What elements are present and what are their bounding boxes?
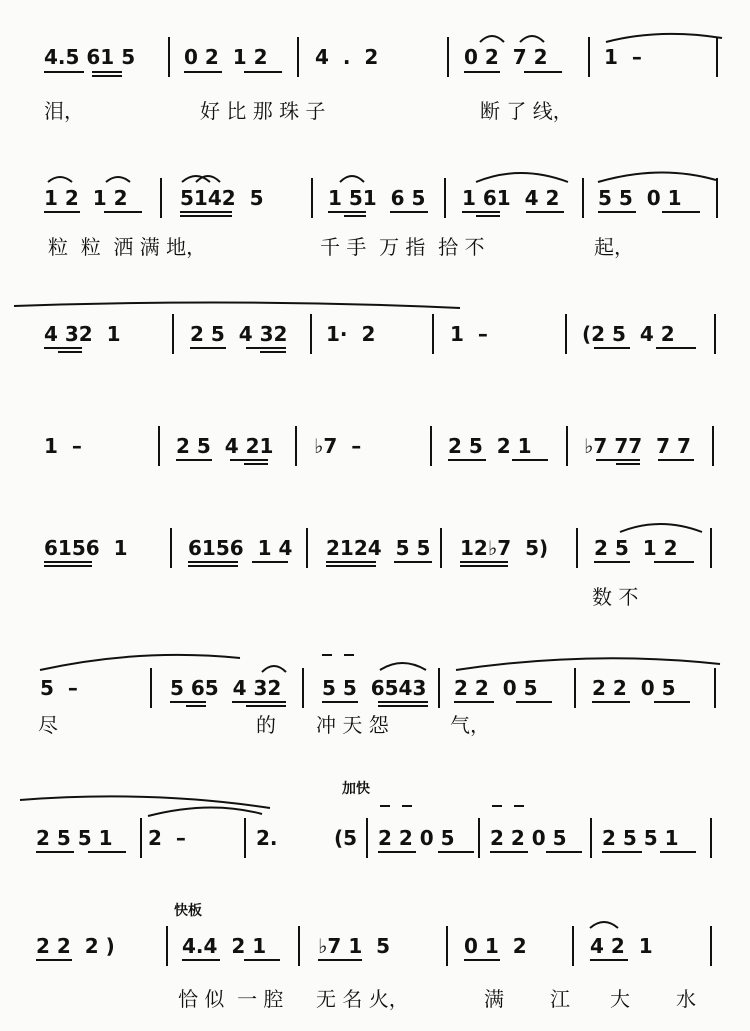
measure-6-3: 5 5 6543 bbox=[322, 676, 427, 700]
bar-line bbox=[140, 818, 142, 858]
measure-5-5: 2 5 1 2 bbox=[594, 536, 678, 560]
bar-line bbox=[714, 314, 716, 354]
measure-3-5: (2 5 4 2 bbox=[582, 322, 675, 346]
measure-5-3: 2124 5 5 bbox=[326, 536, 431, 560]
bar-line bbox=[310, 314, 312, 354]
measure-6-1: 5 – bbox=[40, 676, 78, 700]
measure-1-4: 0 2 7 2 bbox=[464, 45, 548, 69]
bar-line bbox=[306, 528, 308, 568]
tempo-marking: 快板 bbox=[174, 903, 202, 919]
bar-line bbox=[582, 178, 584, 218]
bar-line bbox=[588, 37, 590, 77]
bar-line bbox=[576, 528, 578, 568]
measure-2-4: 1 61 4 2 bbox=[462, 186, 560, 210]
bar-line bbox=[297, 37, 299, 77]
bar-line bbox=[158, 426, 160, 466]
measure-1-1: 4.5 61 5 bbox=[44, 45, 136, 69]
bar-line bbox=[710, 818, 712, 858]
measure-8-4: 0 1 2 bbox=[464, 934, 527, 958]
lyric: 冲 天 怨 bbox=[316, 713, 389, 737]
bar-line bbox=[716, 178, 718, 218]
lyric: 数 不 bbox=[592, 585, 639, 609]
measure-8-3: ♭7 1 5 bbox=[318, 934, 391, 958]
lyric: 尽 bbox=[38, 713, 58, 737]
bar-line bbox=[166, 926, 168, 966]
measure-7-6: 2 2 0 5 bbox=[490, 826, 567, 850]
measure-3-1: 4 32 1 bbox=[44, 322, 121, 346]
measure-2-2: 5142 5 bbox=[180, 186, 264, 210]
measure-5-2: 6156 1 4 bbox=[188, 536, 293, 560]
bar-line bbox=[716, 37, 718, 77]
bar-line bbox=[298, 926, 300, 966]
bar-line bbox=[444, 178, 446, 218]
bar-line bbox=[430, 426, 432, 466]
lyrics-line-5 bbox=[0, 584, 750, 614]
bar-line bbox=[446, 926, 448, 966]
bar-line bbox=[168, 37, 170, 77]
measure-6-2: 5 65 4 32 bbox=[170, 676, 282, 700]
measure-7-3: 2. bbox=[256, 826, 278, 850]
lyric: 的 bbox=[256, 713, 276, 737]
measure-4-2: 2 5 4 21 bbox=[176, 434, 274, 458]
bar-line bbox=[714, 668, 716, 708]
measure-1-2: 0 2 1 2 bbox=[184, 45, 268, 69]
measure-8-5: 4 2 1 bbox=[590, 934, 653, 958]
measure-2-3: 1 51 6 5 bbox=[328, 186, 426, 210]
measure-5-1: 6156 1 bbox=[44, 536, 128, 560]
bar-line bbox=[565, 314, 567, 354]
bar-line bbox=[440, 528, 442, 568]
bar-line bbox=[244, 818, 246, 858]
lyric: 无 名 火， bbox=[316, 987, 409, 1011]
measure-8-1: 2 2 2 ) bbox=[36, 934, 115, 958]
lyric: 起， bbox=[594, 235, 634, 259]
lyrics-line-2 bbox=[0, 234, 750, 264]
lyric: 大 bbox=[610, 987, 630, 1011]
measure-7-4: (5 bbox=[334, 826, 358, 850]
bar-line bbox=[438, 668, 440, 708]
measure-4-1: 1 – bbox=[44, 434, 82, 458]
lyric: 恰 似 一 腔 bbox=[178, 987, 284, 1011]
lyrics-line-8 bbox=[0, 986, 750, 1016]
bar-line bbox=[160, 178, 162, 218]
measure-6-5: 2 2 0 5 bbox=[592, 676, 676, 700]
bar-line bbox=[170, 528, 172, 568]
bar-line bbox=[566, 426, 568, 466]
measure-3-3: 1· 2 bbox=[326, 322, 376, 346]
bar-line bbox=[710, 926, 712, 966]
lyric: 水 bbox=[676, 987, 696, 1011]
lyric: 气， bbox=[450, 713, 490, 737]
measure-5-4: 12♭7 5) bbox=[460, 536, 549, 560]
measure-7-5: 2 2 0 5 bbox=[378, 826, 455, 850]
measure-7-2: 2 – bbox=[148, 826, 186, 850]
measure-6-4: 2 2 0 5 bbox=[454, 676, 538, 700]
bar-line bbox=[478, 818, 480, 858]
measure-4-3: ♭7 – bbox=[314, 434, 362, 458]
measure-7-7: 2 5 5 1 bbox=[602, 826, 679, 850]
bar-line bbox=[572, 926, 574, 966]
measure-2-5: 5 5 0 1 bbox=[598, 186, 682, 210]
bar-line bbox=[302, 668, 304, 708]
lyric: 千 手 万 指 拾 不 bbox=[320, 235, 485, 259]
measure-3-4: 1 – bbox=[450, 322, 488, 346]
bar-line bbox=[432, 314, 434, 354]
lyric: 江 bbox=[550, 987, 570, 1011]
bar-line bbox=[447, 37, 449, 77]
bar-line bbox=[366, 818, 368, 858]
bar-line bbox=[150, 668, 152, 708]
measure-3-2: 2 5 4 32 bbox=[190, 322, 288, 346]
bar-line bbox=[590, 818, 592, 858]
bar-line bbox=[295, 426, 297, 466]
lyrics-line-1 bbox=[0, 98, 750, 128]
measure-1-5: 1 – bbox=[604, 45, 642, 69]
measure-4-5: ♭7 77 7 7 bbox=[584, 434, 691, 458]
bar-line bbox=[712, 426, 714, 466]
lyric: 好 比 那 珠 子 bbox=[200, 99, 326, 123]
measure-1-3: 4 . 2 bbox=[315, 45, 379, 69]
bar-line bbox=[311, 178, 313, 218]
lyric: 粒 粒 洒 满 地， bbox=[48, 235, 207, 259]
lyric: 断 了 线， bbox=[480, 99, 573, 123]
lyric: 满 bbox=[484, 987, 504, 1011]
lyrics-line-6 bbox=[0, 712, 750, 742]
measure-8-2: 4.4 2 1 bbox=[182, 934, 267, 958]
measure-4-4: 2 5 2 1 bbox=[448, 434, 532, 458]
tempo-marking: 加快 bbox=[342, 781, 370, 797]
bar-line bbox=[172, 314, 174, 354]
bar-line bbox=[574, 668, 576, 708]
measure-7-1: 2 5 5 1 bbox=[36, 826, 113, 850]
bar-line bbox=[710, 528, 712, 568]
lyric: 泪， bbox=[44, 99, 84, 123]
measure-2-1: 1 2 1 2 bbox=[44, 186, 128, 210]
